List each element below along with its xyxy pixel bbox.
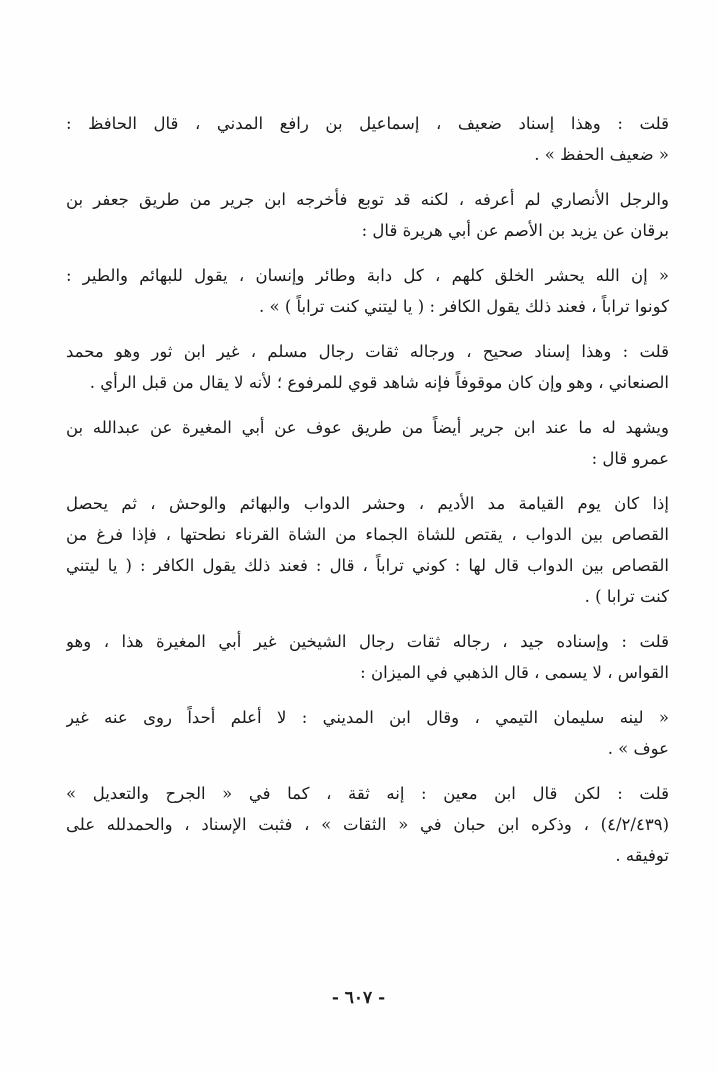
text-line: برقان عن يزيد بن الأصم عن أبي هريرة قال : — [361, 221, 669, 240]
paragraph-3 — [66, 260, 669, 322]
text-line: « لينه سليمان التيمي ، وقال ابن المديني : لا أعلم أحداً روى عنه غير — [66, 708, 669, 727]
text-line: القصاص بين الدواب قال لها : كوني تراباً ، قال : فعند ذلك يقول الكافر : ( يا ليتني — [66, 556, 669, 575]
paragraph-8 — [66, 702, 669, 764]
paragraph-7 — [66, 626, 669, 688]
paragraph-1 — [66, 108, 669, 170]
text-line: توفيقه . — [615, 846, 669, 865]
text-line: كنت ترابا ) . — [584, 587, 669, 606]
paragraph-9 — [66, 778, 669, 871]
text-line: عمرو قال : — [591, 449, 669, 468]
text-line: قلت : وهذا إسناد صحيح ، ورجاله ثقات رجال مسلم ، غير ابن ثور وهو محمد — [66, 342, 669, 361]
text-line: قلت : لكن قال ابن معين : إنه ثقة ، كما في « الجرح والتعديل » — [66, 784, 669, 803]
text-line: عوف » . — [607, 739, 669, 758]
text-line: قلت : وهذا إسناد ضعيف ، إسماعيل بن رافع المدني ، قال الحافظ : — [66, 114, 669, 133]
text-line: قلت : وإسناده جيد ، رجاله ثقات رجال الشيخين غير أبي المغيرة هذا ، وهو — [66, 632, 669, 651]
text-line: « ضعيف الحفظ » . — [534, 145, 669, 164]
paragraph-2 — [66, 184, 669, 246]
text-line: والرجل الأنصاري لم أعرفه ، لكنه قد توبع فأخرجه ابن جرير من طريق جعفر بن — [66, 190, 669, 209]
text-line: إذا كان يوم القيامة مد الأديم ، وحشر الدواب والبهائم والوحش ، ثم يحصل — [66, 494, 669, 513]
text-line: « إن الله يحشر الخلق كلهم ، كل دابة وطائر وإنسان ، يقول للبهائم والطير : — [66, 266, 669, 285]
page-body-text — [66, 108, 669, 871]
paragraph-4 — [66, 336, 669, 398]
text-line: القصاص بين الدواب ، يقتص للشاة الجماء من الشاة القرناء نطحتها ، فإذا فرغ من — [66, 525, 669, 544]
text-line: القواس ، لا يسمى ، قال الذهبي في الميزان : — [360, 663, 669, 682]
text-line: ويشهد له ما عند ابن جرير أيضاً من طريق عوف عن أبي المغيرة عن عبدالله بن — [66, 418, 669, 437]
paragraph-5 — [66, 412, 669, 474]
text-line: الصنعاني ، وهو وإن كان موقوفاً فإنه شاهد قوي للمرفوع ؛ لأنه لا يقال من قبل الرأي . — [89, 373, 669, 392]
paragraph-6 — [66, 488, 669, 612]
page-number: - ٦٠٧ - — [331, 988, 386, 1008]
text-line: كونوا تراباً ، فعند ذلك يقول الكافر : ( يا ليتني كنت تراباً ) » . — [259, 297, 669, 316]
text-line: (٤/٢/٤٣٩) ، وذكره ابن حبان في « الثقات » ، فثبت الإسناد ، والحمدلله على — [66, 815, 669, 834]
